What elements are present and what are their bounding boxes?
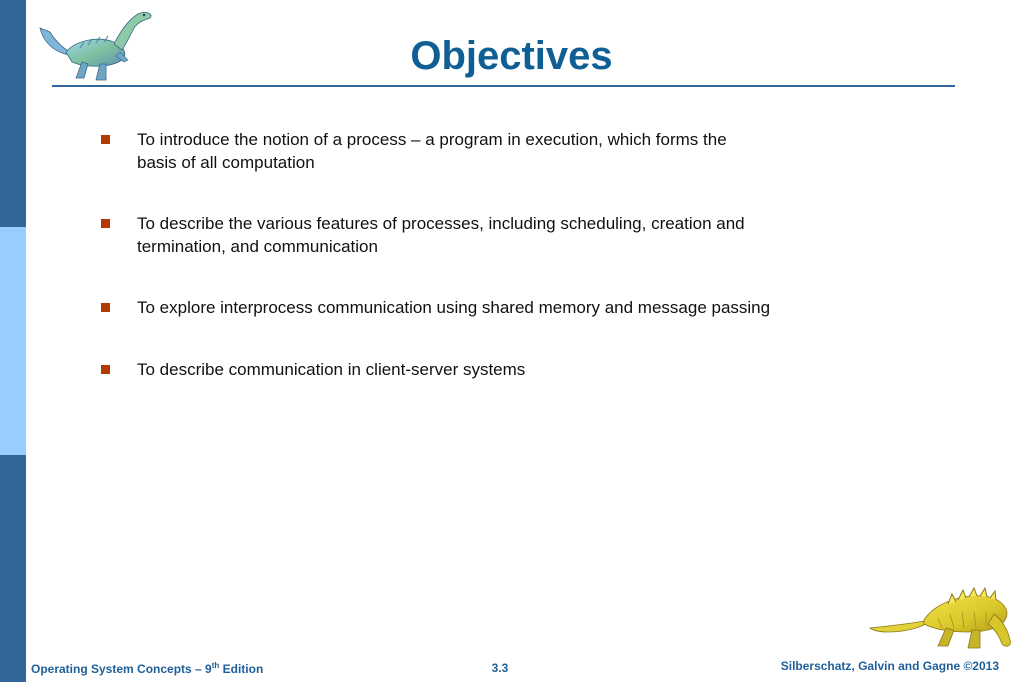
footer-book-suffix: Edition [219,662,264,676]
bullet-line: To introduce the notion of a process – a program in execution, which forms the [137,130,727,149]
footer-book-prefix: Operating System Concepts – 9 [31,662,212,676]
left-bar-dark-bottom [0,455,26,682]
bullet-text [137,358,837,381]
title-divider [52,85,955,87]
bullet-line: basis of all computation [137,153,315,172]
left-bar-light-middle [0,227,26,455]
footer-book-superscript: th [211,661,220,670]
footer-page-number: 3.3 [491,661,509,675]
left-accent-bar [0,0,26,682]
bullet-line: termination, and communication [137,237,378,256]
bullet-text [137,212,837,258]
bullet-line: To describe the various features of processes, including scheduling, creation and [137,214,745,233]
bullet-text [137,128,837,174]
footer-book-title [31,661,263,676]
dinosaur-icon [868,584,1016,654]
square-bullet-icon [101,365,110,374]
bullet-line: To explore interprocess communication using shared memory and message passing [137,298,771,317]
square-bullet-icon [101,135,110,144]
square-bullet-icon [101,219,110,228]
bullet-text [137,296,867,319]
footer-authors: Silberschatz, Galvin and Gagne ©2013 [780,659,999,673]
bullet-line: To describe communication in client-server systems [137,360,526,379]
square-bullet-icon [101,303,110,312]
slide-title: Objectives [410,34,613,78]
